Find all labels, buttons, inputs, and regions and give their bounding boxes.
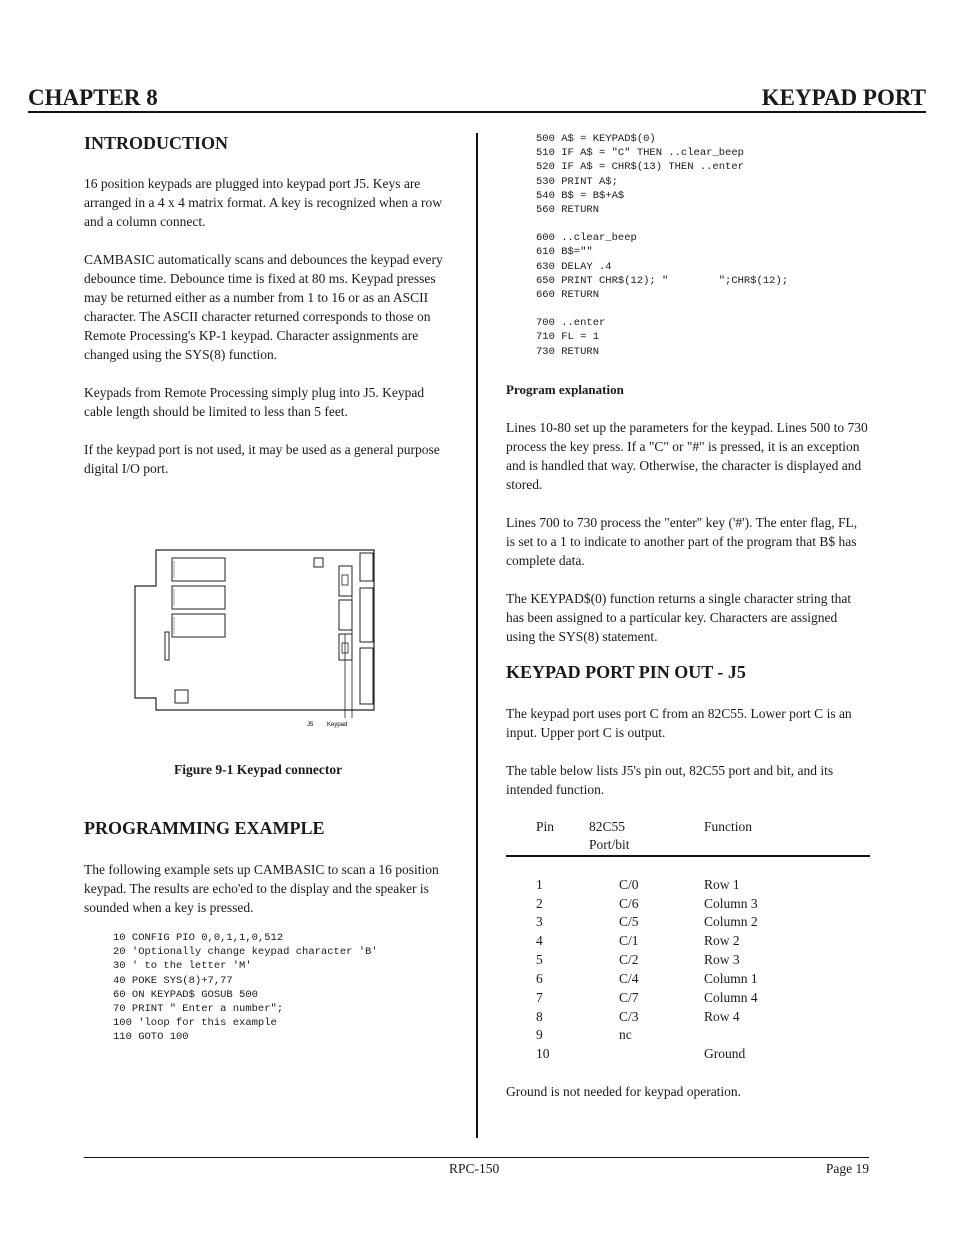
j5-label: J5 [307,722,314,728]
mounting-pad [175,690,188,703]
chapter-title: KEYPAD PORT [761,85,926,110]
intro-heading: INTRODUCTION [84,133,229,153]
footer-page-number: Page 19 [825,1161,869,1176]
keypad-connector-figure [134,546,379,732]
left-column [84,133,449,497]
chip-1 [172,558,225,581]
intro-paragraph-1: 16 position keypads are plugged into keypad port J5. Keys are arranged in a 4 x 4 matrix format. A key is recognized when a row and a column connect. [84,176,443,229]
footer-doc-name: RPC-150 [449,1161,500,1176]
code-line: 30 ' to the letter 'M' [113,960,252,973]
chip-2 [172,586,225,609]
code-line: 10 CONFIG PIO 0,0,1,1,0,512 [113,932,284,944]
main-code-listing [84,931,449,1045]
chip-3 [172,614,225,637]
code-line: 510 IF A$ = "C" THEN ..clear_beep [536,147,744,160]
code-line: 60 ON KEYPAD$ GOSUB 500 [113,988,258,1001]
code-line: 560 RETURN [536,204,600,217]
chapter-number: CHAPTER 8 [28,85,158,110]
intro-paragraph-2: CAMBASIC automatically scans and debounces the keypad every debounce time. Debounce time is fixed at 80 ms. Keypad presses may be returned either as a number from 1 to 16 or as an ASCII character. The ASCII character returned corresponds to those on Remote Processing's KP-1 keypad. Character assignments are changed using the SYS(8) function. [84,252,443,362]
explanation-paragraph-1: Lines 10-80 set up the parameters for the keypad. Lines 500 to 730 process the key press. If a "C" or "#" is pressed, it is an exception and is handled that way. Otherwise, the character is displayed and stored. [506,420,868,492]
code-block-keypad [536,132,866,217]
column-divider [476,133,478,1138]
pinout-heading: KEYPAD PORT PIN OUT - J5 [506,662,746,682]
ground-note: Ground is not needed for keypad operation. [506,1084,742,1099]
connector-j5 [339,600,352,630]
code-line: 40 POKE SYS(8)+7,77 [113,974,233,987]
pinout-paragraph-1: The keypad port uses port C from an 82C55. Lower port C is an input. Upper port C is output. [506,706,852,740]
pinout-table: Pin 82C55 Function Port/bit 1 C/0 Row 1 2 C/6 Column 3 3 C/5 Column 2 4 C/1 Row 2 5 C/2 Row 3 6 C/4 Column 1 7 C/7 Column 4 8 C/3 Row 4 9 nc 10 Ground [506,817,870,1077]
programming-section [84,818,449,1045]
connector-keypad [339,634,352,660]
code-line: 540 B$ = B$+A$ [536,189,625,202]
intro-paragraph-4: If the keypad port is not used, it may be used as a general purpose digital I/O port. [84,442,440,476]
code-line: 710 FL = 1 [536,331,600,344]
pinout-paragraph-2: The table below lists J5's pin out, 82C55 port and bit, and its intended function. [506,763,834,797]
header-pin: Pin [536,819,555,834]
pinout-section [506,662,868,818]
code-line: 20 'Optionally change keypad character 'B' [113,946,378,959]
connector-upper [339,566,352,596]
header-port: 82C55 [589,819,626,834]
header-function: Function [704,819,753,834]
code-line: 100 'loop for this example [113,1017,277,1030]
small-component [314,558,323,567]
code-line: 500 A$ = KEYPAD$(0) [536,133,656,145]
code-line: 520 IF A$ = CHR$(13) THEN ..enter [536,161,744,174]
explanation-section [506,380,868,665]
code-line: 650 PRINT CHR$(12); " ";CHR$(12); [536,274,789,287]
explanation-paragraph-2: Lines 700 to 730 process the "enter" key ('#'). The enter flag, FL, is set to a 1 to indicate to another part of the program that B$ has complete data. [506,515,858,568]
code-line: 110 GOTO 100 [113,1031,189,1044]
code-line: 530 PRINT A$; [536,175,618,188]
code-line: 630 DELAY .4 [536,260,612,273]
board-outline [135,550,374,710]
programming-paragraph: The following example sets up CAMBASIC to scan a 16 position keypad. The results are echo'ed to the display and the speaker is sounded when a key is pressed. [84,862,439,915]
keypad-label: Keypad [327,722,348,728]
code-line: 610 B$="" [536,246,593,259]
code-block-clear-beep [536,231,866,302]
footer-rule [84,1157,869,1158]
figure-caption: Figure 9-1 Keypad connector [174,762,343,777]
code-line: 660 RETURN [536,289,600,302]
header-rule [28,111,926,113]
intro-paragraph-3: Keypads from Remote Processing simply plug into J5. Keypad cable length should be limited to less than 5 feet. [84,385,425,419]
subroutine-code [536,132,866,373]
code-line: 700 ..enter [536,317,606,330]
header-port-bit: Port/bit [589,837,630,852]
code-line: 70 PRINT " Enter a number"; [113,1003,284,1016]
table-header-rule [506,855,870,857]
code-block-enter [536,316,866,359]
explanation-paragraph-3: The KEYPAD$(0) function returns a single character string that has been assigned to a particular key. Characters are assigned using the SYS(8) statement. [506,591,852,644]
programming-heading: PROGRAMMING EXAMPLE [84,818,325,838]
explanation-heading: Program explanation [506,382,624,397]
code-line: 730 RETURN [536,345,600,358]
code-line: 600 ..clear_beep [536,232,637,245]
